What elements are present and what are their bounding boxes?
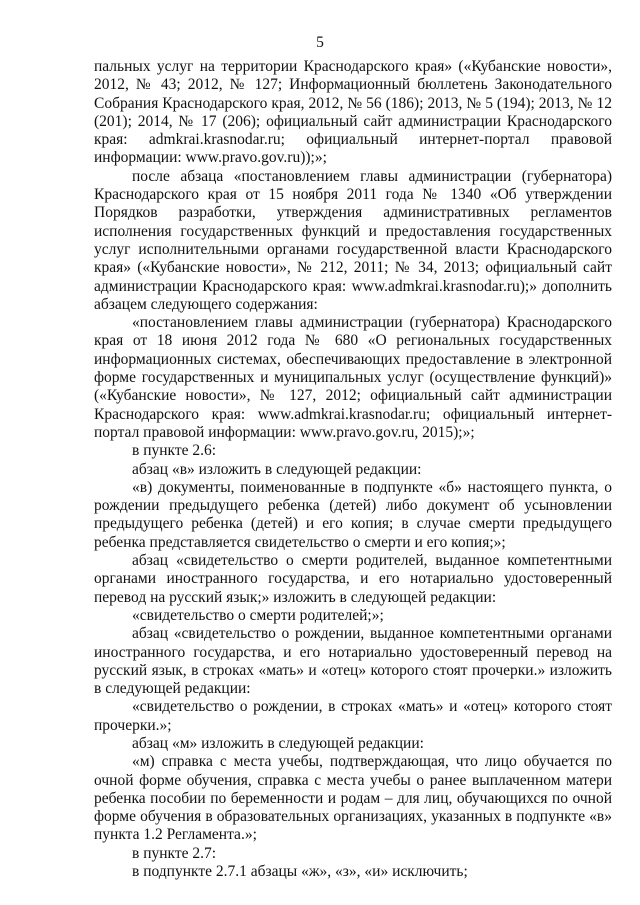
paragraph: в пункте 2.7:	[132, 844, 217, 862]
paragraph: абзац «свидетельство о рождении, выданное компетентными органами иностранного государства, и его нотариально удостоверенный перевод на русский язык, в строках «мать» и «отец» которого стоят прочерки.» изложить в следующей редакции:	[94, 625, 612, 698]
page-number: 5	[316, 34, 324, 51]
paragraph: абзац «в» изложить в следующей редакции:	[132, 460, 422, 478]
paragraph: после абзаца «постановлением главы администрации (губернатора) Краснодарского края от 15 ноября 2011 года № 1340 «Об утверждении Порядков разработки, утверждения административных регламентов исполнения государственных функций и предоставления государственных услуг исполнительными органами государственной власти Краснодарского края» («Кубанские новости», № 212, 2011; № 34, 2013; официальный сайт администрации Краснодарского края: www.admkrai.krasnodar.ru);» дополнить абзацем следующего содержания:	[94, 167, 612, 313]
paragraph: абзац «свидетельство о смерти родителей, выданное компетентными органами иностранного государства, и его нотариально удостоверенный перевод на русский язык;» изложить в следующей редакции:	[94, 552, 612, 606]
paragraph: «свидетельство о смерти родителей;»;	[132, 606, 384, 624]
paragraph: пальных услуг на территории Краснодарского края» («Кубанские новости», 2012, № 43; 2012, № 127; Информационный бюллетень Законодательного Собрания Краснодарского края, 2012, № 56 (186); 2013, № 5 (194); 2013, № 12 (201); 2014, № 17 (206); официальный сайт администрации Краснодарского края: admkrai.krasnodar.ru; официальный интернет-портал правовой информации: www.pravo.gov.ru));»;	[94, 58, 612, 167]
paragraph: в подпункте 2.7.1 абзацы «ж», «з», «и» исключить;	[132, 863, 468, 881]
paragraph: «постановлением главы администрации (губернатора) Краснодарского края от 18 июня 2012 года № 680 «О региональных государственных информационных системах, обеспечивающих предоставление в электронной форме государственных и муниципальных услуг (осуществление функций)» («Кубанские новости», № 127, 2012; официальный сайт администрации Краснодарского края: www.admkrai.krasnodar.ru; официальный интернет-портал правовой информации: www.pravo.gov.ru, 2015);»;	[94, 314, 612, 441]
paragraph: «свидетельство о рождении, в строках «мать» и «отец» которого стоят прочерки.»;	[94, 698, 612, 734]
paragraph: абзац «м» изложить в следующей редакции:	[132, 734, 424, 752]
paragraph: «м) справка с места учебы, подтверждающая, что лицо обучается по очной форме обучения, справка с места учебы о ранее выплаченном матери ребенка пособии по беременности и родам – для лиц, обучающихся по очной форме обучения в образовательных организациях, указанных в подпункте «в» пункта 1.2 Регламента.»;	[94, 753, 612, 844]
paragraph: в пункте 2.6:	[132, 442, 217, 460]
paragraph: «в) документы, поименованные в подпункте «б» настоящего пункта, о рождении предыдущего ребенка (детей) либо документ об усыновлении предыдущего ребенка (детей) и его копия; в случае смерти предыдущего ребенка представляется свидетельство о смерти и его копия;»;	[94, 478, 612, 551]
body-text	[94, 58, 612, 881]
